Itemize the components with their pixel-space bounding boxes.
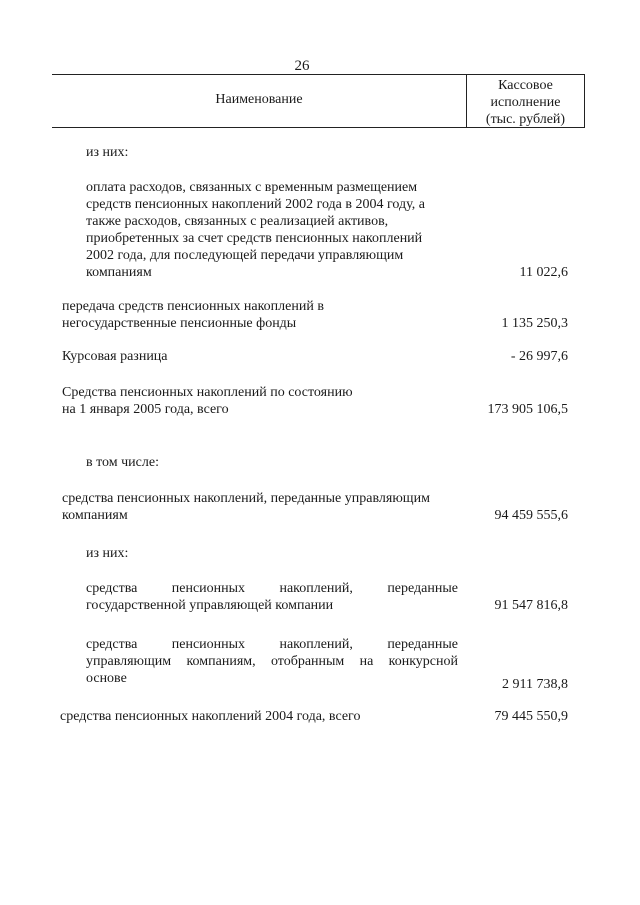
row-label-line: управляющим компаниям, отобранным на конкурсной bbox=[86, 654, 458, 669]
row-label-line: 2002 года, для последующей передачи управляющим bbox=[86, 248, 404, 263]
table-row-gosudarstvennoy bbox=[0, 580, 640, 616]
row-amount: 2 911 738,8 bbox=[502, 677, 568, 692]
row-amount: 11 022,6 bbox=[519, 265, 568, 280]
row-amount: - 26 997,6 bbox=[510, 349, 568, 364]
row-label-line: средства пенсионных накоплений, переданные bbox=[86, 637, 458, 652]
row-label-line: компаниям bbox=[62, 508, 128, 523]
row-label-line: основе bbox=[86, 671, 127, 686]
table-row-oplata bbox=[0, 179, 640, 289]
column-header-amount-line: (тыс. рублей) bbox=[485, 112, 566, 127]
row-amount: 94 459 555,6 bbox=[494, 508, 568, 523]
table-row-peredannye-uk bbox=[0, 490, 640, 526]
row-label-line: компаниям bbox=[86, 265, 152, 280]
subheading-label: в том числе: bbox=[86, 455, 159, 470]
row-amount: 1 135 250,3 bbox=[501, 316, 568, 331]
row-label-line: оплата расходов, связанных с временным размещением bbox=[86, 180, 418, 195]
row-amount: 79 445 550,9 bbox=[494, 709, 568, 724]
row-label-line: государственной управляющей компании bbox=[86, 598, 334, 613]
row-label: Курсовая разница bbox=[62, 349, 168, 364]
subheading-label: из них: bbox=[86, 546, 129, 561]
row-label-line: средства пенсионных накоплений, переданные управляющим bbox=[62, 491, 430, 506]
row-amount: 173 905 106,5 bbox=[487, 402, 568, 417]
column-header-name: Наименование bbox=[215, 92, 303, 107]
row-label-line: приобретенных за счет средств пенсионных накоплений bbox=[86, 231, 423, 246]
subheading-iz-nih bbox=[86, 144, 128, 161]
row-label-line: Средства пенсионных накоплений по состоянию bbox=[62, 385, 353, 400]
table-header bbox=[52, 74, 585, 128]
column-header-amount-line: исполнение bbox=[490, 95, 561, 110]
row-label-line: негосударственные пенсионные фонды bbox=[62, 316, 297, 331]
column-header-amount bbox=[466, 77, 585, 128]
row-label bbox=[62, 490, 482, 524]
row-label-line: также расходов, связанных с реализацией активов, bbox=[86, 214, 389, 229]
column-header-amount-line: Кассовое bbox=[498, 78, 553, 93]
table-row-konkursnoy bbox=[0, 636, 640, 692]
row-label bbox=[62, 298, 462, 332]
row-label-line: средства пенсионных накоплений, переданные bbox=[86, 581, 458, 596]
table-row-peredacha bbox=[0, 298, 640, 334]
subheading-iz-nih bbox=[86, 545, 128, 562]
row-label bbox=[86, 179, 466, 281]
subheading-label: из них: bbox=[86, 145, 129, 160]
row-label-line: на 1 января 2005 года, всего bbox=[62, 402, 229, 417]
row-label-line: средств пенсионных накоплений 2002 года в 2004 году, а bbox=[86, 197, 425, 212]
subheading-v-tom-chisle bbox=[86, 454, 159, 471]
row-amount: 91 547 816,8 bbox=[494, 598, 568, 613]
row-label bbox=[62, 384, 462, 418]
table-row-sredstva-2005 bbox=[0, 384, 640, 420]
row-label: средства пенсионных накоплений 2004 года, всего bbox=[60, 709, 361, 724]
row-label bbox=[86, 636, 458, 687]
row-label bbox=[86, 580, 458, 614]
table-row-kursovaya bbox=[0, 348, 640, 368]
page-number: 26 bbox=[294, 58, 310, 74]
row-label-line: передача средств пенсионных накоплений в bbox=[62, 299, 324, 314]
table-row-sredstva-2004 bbox=[0, 708, 640, 728]
